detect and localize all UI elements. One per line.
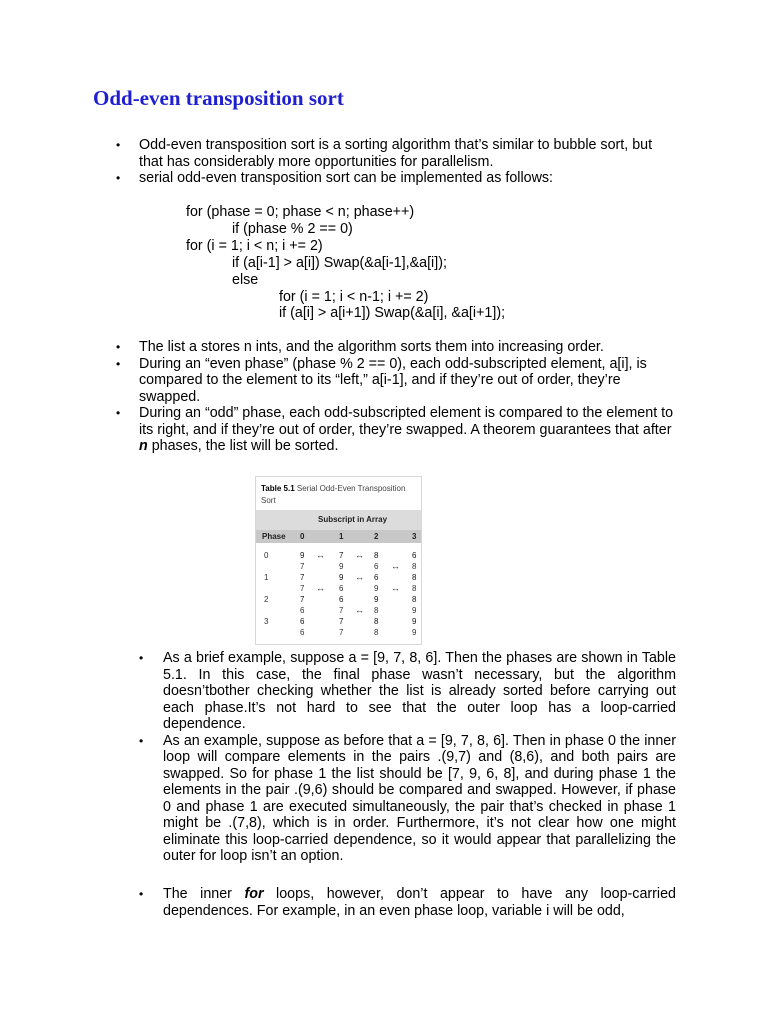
- table-cell: 7: [339, 617, 344, 626]
- bullet-icon: •: [139, 887, 144, 901]
- table-cell: 6: [374, 562, 379, 571]
- swap-arrow-icon: ↔: [391, 583, 400, 593]
- bullet-icon: •: [116, 406, 121, 420]
- bullet-text: The inner: [163, 886, 245, 902]
- table-group-header: [256, 510, 421, 530]
- table-cell: 6: [300, 617, 305, 626]
- swap-arrow-icon: ↔: [355, 605, 364, 615]
- table-cell: 6: [300, 628, 305, 637]
- lower-bullet-list-2: [0, 886, 768, 919]
- table-caption-label: Table 5.1: [261, 484, 295, 493]
- table-cell: 8: [374, 617, 379, 626]
- table-group-label: Subscript in Array: [318, 515, 388, 524]
- list-item: [0, 137, 768, 170]
- list-item: [0, 405, 768, 455]
- table-col-3: 3: [412, 532, 417, 541]
- code-line: else: [232, 271, 259, 288]
- table-cell: 9: [374, 595, 379, 604]
- table-col-0: 0: [300, 532, 305, 541]
- bullet-text: Odd-even transposition sort is a sorting algorithm that’s similar to bubble sort, but that has considerably more opportunities for parallelism.: [139, 137, 653, 170]
- swap-arrow-icon: ↔: [316, 583, 325, 593]
- table-phase-label: 1: [264, 573, 269, 582]
- list-item: [0, 170, 768, 187]
- table-cell: 8: [374, 606, 379, 615]
- lower-bullet-list: [0, 650, 768, 865]
- table-cell: 9: [339, 573, 344, 582]
- table-cell: 6: [339, 595, 344, 604]
- table-cell: 8: [374, 551, 379, 560]
- table-cell: 9: [339, 562, 344, 571]
- table-cell: 9: [412, 606, 417, 615]
- page-title: Odd-even transposition sort: [93, 86, 344, 110]
- list-item: [0, 733, 768, 865]
- table-figure: [255, 476, 422, 645]
- table-cell: 9: [300, 551, 305, 560]
- table-cell: 6: [339, 584, 344, 593]
- table-cell: 6: [300, 606, 305, 615]
- bullet-text: As an example, suppose as before that a = [9, 7, 8, 6]. Then in phase 0 the inner loop will compare elements in the pairs .(9,7) and (8,6), and both pairs are swapped. So for phase 1 the list should be [7, 9, 6, 8], and during phase 1 the elements in the pair .(9,6) should be compared and swapped. However, if phase 0 and phase 1 are executed simultaneously, the pair that’s checked in phase 1 might be .(7,8), which is in order. Furthermore, it’s not clear how one might eliminate this loop-carried dependence, so it would appear that parallelizing the outer for loop isn’t an option.: [163, 732, 676, 864]
- table-cell: 9: [374, 584, 379, 593]
- list-item: [0, 339, 768, 356]
- code-line: if (a[i-1] > a[i]) Swap(&a[i-1],&a[i]);: [232, 254, 447, 271]
- bullet-icon: •: [116, 340, 121, 354]
- bullet-icon: •: [139, 651, 144, 665]
- list-item: [0, 356, 768, 406]
- swap-arrow-icon: ↔: [316, 550, 325, 560]
- emphasis-n: n: [139, 438, 148, 454]
- table-phase-label: 2: [264, 595, 269, 604]
- table-cell: 8: [412, 584, 417, 593]
- table-cell: 7: [339, 551, 344, 560]
- table-cell: 8: [412, 573, 417, 582]
- swap-arrow-icon: ↔: [391, 561, 400, 571]
- table-cell: 6: [374, 573, 379, 582]
- list-item: [0, 650, 768, 733]
- table-caption-text: Serial Odd-Even Transposition Sort: [261, 484, 406, 505]
- bullet-text: As a brief example, suppose a = [9, 7, 8, 6]. Then the phases are shown in Table 5.1. In this case, the final phase wasn’t necessary, but the algorithm doesn’tbother checking whether the list is already sorted before carrying out each phase.It’s not hard to see that the outer loop has a loop-carried dependence.: [163, 650, 676, 732]
- emphasis-for: for: [244, 886, 264, 902]
- bullet-text: During an “odd” phase, each odd-subscripted element is compared to the element to its right, and if they’re out of order, they’re swapped. A theorem guarantees that after: [139, 405, 674, 438]
- code-line: if (a[i] > a[i+1]) Swap(&a[i], &a[i+1]);: [279, 305, 506, 322]
- table-column-header: [256, 530, 421, 543]
- table-col-phase: Phase: [262, 532, 286, 541]
- table-cell: 7: [300, 562, 305, 571]
- list-item: [0, 886, 768, 919]
- code-block: [0, 204, 506, 322]
- bullet-icon: •: [116, 356, 121, 371]
- table-col-1: 1: [339, 532, 344, 541]
- code-line: for (i = 1; i < n; i += 2): [186, 237, 323, 254]
- code-line: for (phase = 0; phase < n; phase++): [186, 204, 415, 220]
- bullet-icon: •: [139, 733, 144, 748]
- table-cell: 7: [300, 584, 305, 593]
- swap-arrow-icon: ↔: [355, 572, 364, 582]
- table-cell: 8: [412, 562, 417, 571]
- table-cell: 7: [300, 595, 305, 604]
- table-cell: 7: [339, 628, 344, 637]
- bullet-text: During an “even phase” (phase % 2 == 0), each odd-subscripted element, a[i], is compared to the element to its “left,” a[i-1], and if they’re out of order, they’re swapped.: [139, 355, 647, 405]
- table-cell: 7: [339, 606, 344, 615]
- table-cell: 9: [412, 617, 417, 626]
- table-caption: [261, 483, 411, 507]
- code-line: for (i = 1; i < n-1; i += 2): [279, 288, 429, 305]
- bullet-text: serial odd-even transposition sort can be implemented as follows:: [139, 170, 554, 186]
- table-cell: 9: [412, 628, 417, 637]
- intro-bullet-list: [0, 137, 768, 187]
- bullet-icon: •: [116, 171, 121, 185]
- table-cell: 8: [374, 628, 379, 637]
- table-col-2: 2: [374, 532, 379, 541]
- table-phase-label: 3: [264, 617, 269, 626]
- bullet-icon: •: [116, 138, 121, 152]
- swap-arrow-icon: ↔: [355, 550, 364, 560]
- mid-bullet-list: [0, 339, 768, 455]
- table-cell: 8: [412, 595, 417, 604]
- table-phase-label: 0: [264, 551, 269, 560]
- table-cell: 6: [412, 551, 417, 560]
- code-line: if (phase % 2 == 0): [232, 220, 353, 237]
- table-cell: 7: [300, 573, 305, 582]
- bullet-text: The list a stores n ints, and the algorithm sorts them into increasing order.: [139, 339, 604, 355]
- bullet-text: phases, the list will be sorted.: [147, 438, 339, 454]
- bullet-text: loops, however, don’t appear to have any loop-carried dependences. For example, in an even phase loop, variable i will be odd,: [163, 886, 677, 919]
